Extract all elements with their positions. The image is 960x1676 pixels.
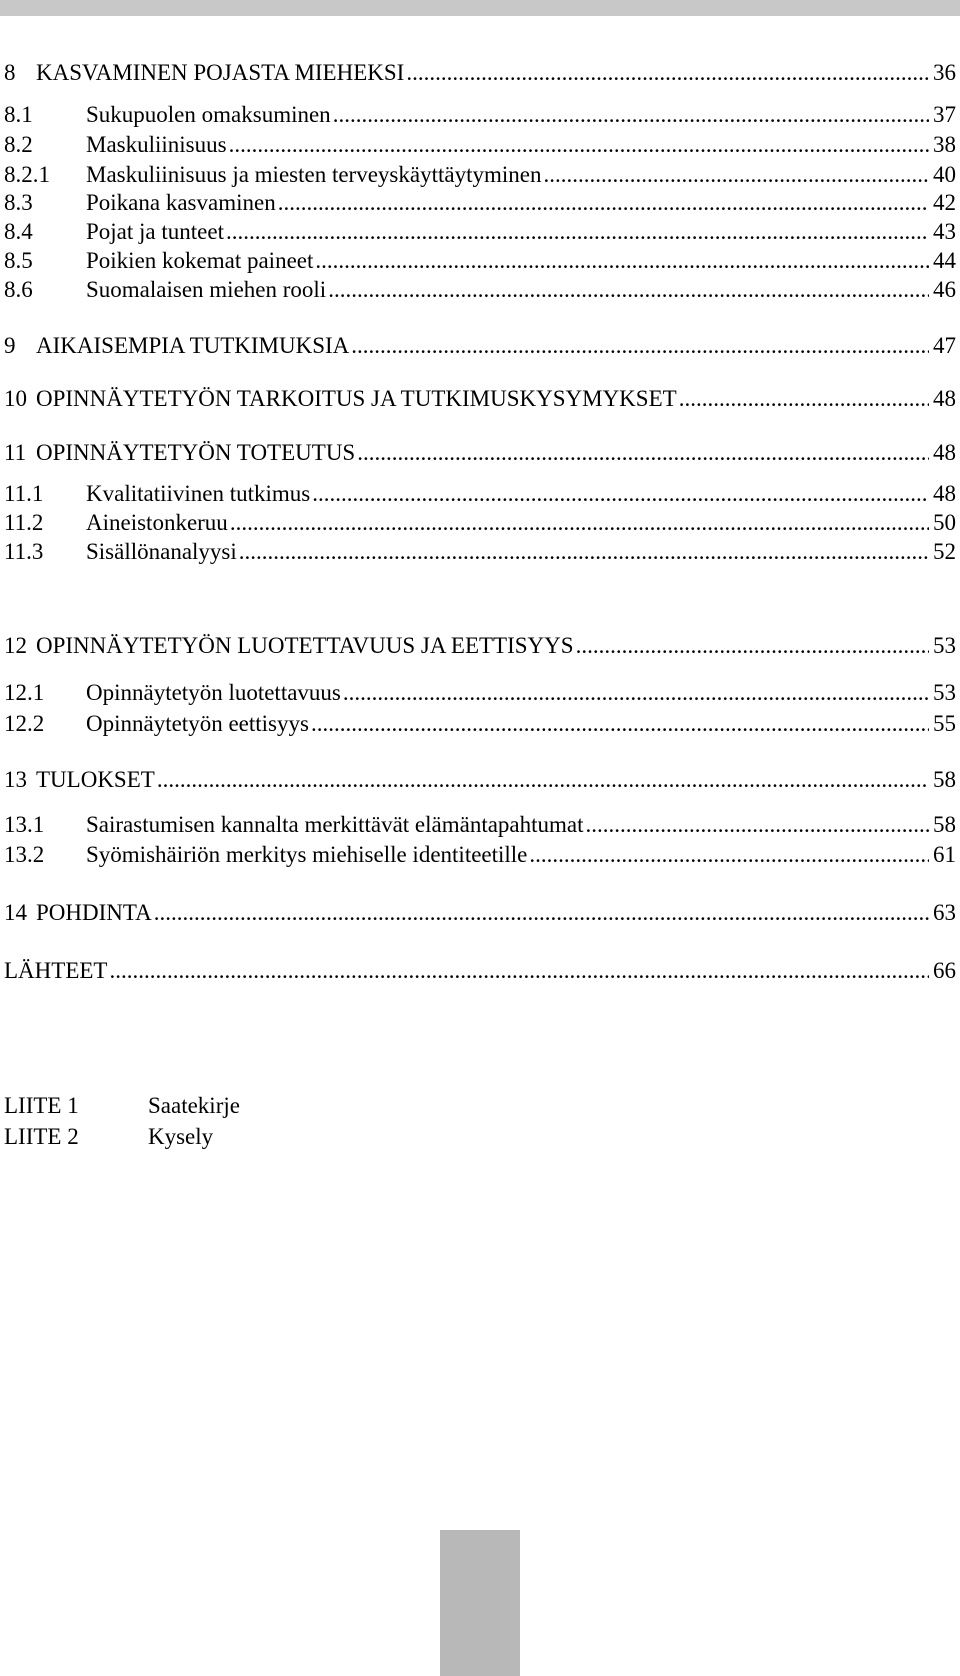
toc-entry-8-4[interactable] — [4, 217, 956, 247]
toc-entry-title: POHDINTA — [36, 900, 152, 925]
toc-entry-number: 13 — [4, 767, 27, 792]
toc-entry-title: OPINNÄYTETYÖN LUOTETTAVUUS JA EETTISYYS — [36, 633, 574, 658]
toc-entry-title: OPINNÄYTETYÖN TOTEUTUS — [36, 440, 356, 465]
toc-entry-12-2[interactable] — [4, 709, 956, 739]
toc-entry-title: Maskuliinisuus — [86, 132, 227, 157]
dot-leader — [109, 956, 929, 986]
toc-entry-number: 11 — [4, 440, 27, 465]
toc-entry-number: 9 — [4, 333, 16, 358]
dot-leader — [351, 331, 929, 361]
toc-entry-13-2[interactable] — [4, 840, 956, 870]
toc-entry-title: LÄHTEET — [4, 958, 108, 983]
toc-entry-title: Opinnäytetyön luotettavuus — [86, 680, 341, 705]
toc-entry-11[interactable] — [4, 438, 956, 468]
toc-entry-8-1[interactable] — [4, 100, 956, 130]
dot-leader — [406, 58, 929, 88]
toc-entry-page: 40 — [933, 162, 956, 187]
dot-leader — [157, 765, 929, 795]
dot-leader — [333, 100, 929, 130]
toc-entry-title: Suomalaisen miehen rooli — [86, 277, 327, 302]
toc-entry-page: 44 — [933, 248, 956, 273]
toc-entry-number: 13.1 — [4, 812, 45, 837]
toc-entry-title: Maskuliinisuus ja miesten terveyskäyttäytyminen — [86, 162, 542, 187]
dot-leader — [229, 130, 929, 160]
toc-entry-8-3[interactable] — [4, 188, 956, 218]
toc-entry-11-3[interactable] — [4, 537, 956, 567]
dot-leader — [239, 537, 929, 567]
toc-entry-number: 11.1 — [4, 481, 44, 506]
toc-entry-number: 8.2.1 — [4, 162, 50, 187]
toc-entry-page: 50 — [933, 510, 956, 535]
toc-entry-8-2[interactable] — [4, 130, 956, 160]
toc-entry-8-2-1[interactable] — [4, 160, 956, 190]
toc-entry-number: 8.2 — [4, 132, 33, 157]
dot-leader — [311, 709, 929, 739]
toc-entry-12[interactable] — [4, 631, 956, 661]
toc-entry-title: Kvalitatiivinen tutkimus — [86, 481, 311, 506]
toc-entry-number: 8.1 — [4, 102, 33, 127]
toc-entry-8[interactable] — [4, 58, 956, 88]
toc-entry-number: 11.2 — [4, 510, 44, 535]
toc-entry-page: 63 — [933, 900, 956, 925]
attachment-label: LIITE 2 — [4, 1124, 79, 1149]
toc-entry-page: 53 — [933, 680, 956, 705]
toc-entry-title: Poikien kokemat paineet — [86, 248, 314, 273]
toc-entry-page: 46 — [933, 277, 956, 302]
dot-leader — [679, 384, 929, 414]
toc-entry-title: Poikana kasvaminen — [86, 190, 276, 215]
toc-entry-page: 43 — [933, 219, 956, 244]
attachment-title: Kysely — [148, 1124, 214, 1149]
toc-entry-number: 8.4 — [4, 219, 33, 244]
toc-entry-11-2[interactable] — [4, 508, 956, 538]
toc-entry-12-1[interactable] — [4, 678, 956, 708]
toc-entry-number: 10 — [4, 386, 27, 411]
toc-entry-13-1[interactable] — [4, 810, 956, 840]
toc-entry-title: Syömishäiriön merkitys miehiselle identiteetille — [86, 842, 528, 867]
toc-entry-title: OPINNÄYTETYÖN TARKOITUS JA TUTKIMUSKYSYMYKSET — [36, 386, 677, 411]
top-page-edge — [0, 0, 960, 16]
page-footer-marker — [440, 1530, 520, 1676]
toc-entry-number: 12.1 — [4, 680, 45, 705]
toc-entry-8-6[interactable] — [4, 275, 956, 305]
toc-entry-number: 8.5 — [4, 248, 33, 273]
toc-entry-11-1[interactable] — [4, 479, 956, 509]
toc-entry-page: 42 — [933, 190, 956, 215]
toc-entry-number: 14 — [4, 900, 27, 925]
toc-entry-title: KASVAMINEN POJASTA MIEHEKSI — [36, 60, 405, 85]
dot-leader — [529, 840, 929, 870]
toc-entry-8-5[interactable] — [4, 246, 956, 276]
attachment-title: Saatekirje — [148, 1093, 240, 1118]
toc-entry-number: 13.2 — [4, 842, 45, 867]
dot-leader — [586, 810, 929, 840]
toc-entry-title: Aineistonkeruu — [86, 510, 228, 535]
toc-entry-title: Opinnäytetyön eettisyys — [86, 711, 309, 736]
dot-leader — [278, 188, 929, 218]
toc-entry-title: Sairastumisen kannalta merkittävät elämäntapahtumat — [86, 812, 584, 837]
toc-entry-page: 61 — [933, 842, 956, 867]
toc-entry-page: 52 — [933, 539, 956, 564]
toc-entry-page: 55 — [933, 711, 956, 736]
toc-entry-9[interactable] — [4, 331, 956, 361]
toc-entry-number: 8 — [4, 60, 16, 85]
dot-leader — [543, 160, 929, 190]
toc-entry-title: Sukupuolen omaksuminen — [86, 102, 331, 127]
toc-entry-number: 8.3 — [4, 190, 33, 215]
toc-entry-page: 48 — [933, 440, 956, 465]
toc-entry-page: 58 — [933, 767, 956, 792]
toc-entry-title: TULOKSET — [36, 767, 155, 792]
toc-entry-page: 47 — [933, 333, 956, 358]
toc-entry-title: AIKAISEMPIA TUTKIMUKSIA — [36, 333, 350, 358]
toc-entry-number: 12 — [4, 633, 27, 658]
toc-entry-number: 11.3 — [4, 539, 44, 564]
dot-leader — [226, 217, 929, 247]
toc-entry-page: 66 — [933, 958, 956, 983]
toc-entry-references[interactable] — [4, 956, 956, 986]
dot-leader — [328, 275, 929, 305]
toc-entry-title: Sisällönanalyysi — [86, 539, 237, 564]
toc-entry-page: 38 — [933, 132, 956, 157]
toc-entry-page: 48 — [933, 481, 956, 506]
toc-entry-page: 36 — [933, 60, 956, 85]
attachment-label: LIITE 1 — [4, 1093, 79, 1118]
dot-leader — [230, 508, 929, 538]
dot-leader — [357, 438, 929, 468]
dot-leader — [576, 631, 929, 661]
dot-leader — [315, 246, 929, 276]
toc-entry-title: Pojat ja tunteet — [86, 219, 224, 244]
toc-entry-14[interactable] — [4, 898, 956, 928]
dot-leader — [154, 898, 929, 928]
toc-entry-page: 58 — [933, 812, 956, 837]
dot-leader — [343, 678, 929, 708]
toc-entry-page: 37 — [933, 102, 956, 127]
toc-entry-10[interactable] — [4, 384, 956, 414]
dot-leader — [312, 479, 929, 509]
toc-entry-page: 48 — [933, 386, 956, 411]
toc-entry-13[interactable] — [4, 765, 956, 795]
toc-entry-number: 12.2 — [4, 711, 45, 736]
toc-entry-page: 53 — [933, 633, 956, 658]
toc-entry-number: 8.6 — [4, 277, 33, 302]
